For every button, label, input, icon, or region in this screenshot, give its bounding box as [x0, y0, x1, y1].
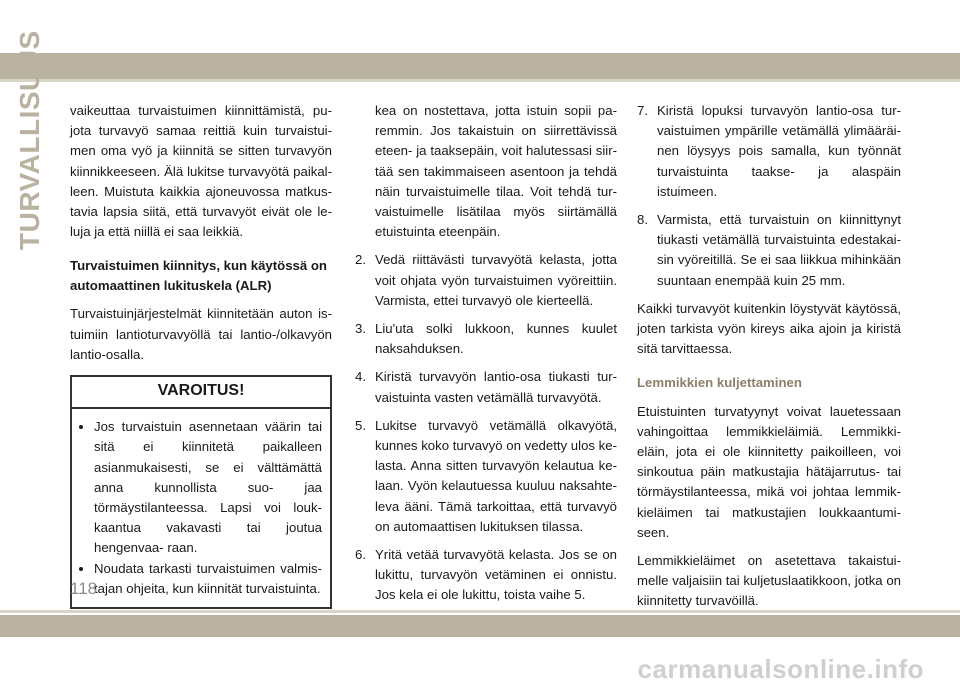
pets-heading: Lemmikkien kuljettaminen	[637, 375, 802, 391]
step-item	[355, 250, 617, 311]
step-text: Vedä riittävästi turvavyötä kelasta, jotta voit ohjata vyön turvaistuimen vyöreittiin. Varmista, ettei turvavyö ole kierteellä.	[375, 252, 617, 308]
top-band	[0, 0, 960, 78]
step-text: Liu'uta solki lukkoon, kunnes kuulet naksahduksen.	[375, 321, 617, 357]
pets-paragraph: Etuistuinten turvatyynyt voivat lauetessaan vahingoittaa lemmikkieläimiä. Lemmikki- eläin, jota ei ole kiinnitetty paikoilleen, voi sinkoutua päin matkustajia hätäjarrutus- tai törmäystilanteessa, mikä voi johtaa lemmik- kieläimen tai matkustajien loukkaantumi- seen.	[637, 403, 901, 540]
column-1	[70, 101, 332, 686]
intro-paragraph: vaikeuttaa turvaistuimen kiinnittämistä, pu- jota turvavyö samaa reittiä kuin turvaistui- men oma vyö ja kiinnitä se sitten turvavyön kiinnikkeeseen. Älä lukitse turvavyötä paikal- leen. Muistuta kaikkia ajoneuvossa matkus- tavia lapsia siitä, että turvavyöt eivät ole le- luja ja että niillä ei saa leikkiä.	[70, 103, 332, 240]
step-text: Lukitse turvavyö vetämällä olkavyötä, kunnes koko turvavyö on vedetty ulos ke- lasta. Anna sitten turvavyön kelautua ke- laan. Vyön kelautuessa kuuluu naksahte- leva ääni. Tämä tarkoittaa, että turvavyö on automaattisen lukituksen tilassa.	[375, 417, 617, 534]
section-title-text: TURVALLISUUS	[14, 30, 45, 250]
page-number: 118	[70, 579, 98, 598]
warning-item: • Jos turvaistuin asennetaan väärin tai sitä ei kiinnitetä paikalleen asianmukaisesti, se ei välttämättä anna kunnollista suo- jaa törmäystilanteessa. Lapsi voi louk- kaantua vakavasti tai joutua hengenvaa- raan.	[94, 417, 322, 558]
top-divider	[0, 79, 960, 82]
watermark-text: carmanualsonline.info	[637, 654, 924, 684]
step-number: 7.	[637, 103, 648, 118]
bottom-band	[0, 610, 960, 684]
step-item	[355, 367, 617, 407]
belt-check-paragraph: Kaikki turvavyöt kuitenkin löystyvät käytössä, joten tarkista vyön kireys aika ajoin ja kiristä sitä tarvittaessa.	[637, 300, 901, 357]
step-number: 6.	[355, 547, 366, 563]
warning-box	[70, 375, 332, 609]
step-number: 8.	[637, 212, 648, 228]
step-item	[355, 545, 617, 606]
step-item	[637, 210, 901, 291]
step-item	[355, 416, 617, 537]
pets-paragraph-2: Lemmikkieläimet on asetettava takaistui- melle valjaisiin tai kuljetuslaatikkoon, jotka on kiinnitetty turvavöillä.	[637, 553, 901, 609]
step-continuation: kea on nostettava, jotta istuin sopii pa- remmin. Jos takaistuin on siirrettävissä eteen- ja taaksepäin, voit halutessasi siir- tää sen takimmaiseen asentoon ja tehdä näin turvaistuimelle tilaa. Voit tehdä tur- vaistuimelle lisätilaa myös siirtämällä etuistuinta eteenpäin.	[375, 103, 617, 240]
step-number: 2.	[355, 252, 366, 268]
bottom-color-bar	[0, 615, 960, 637]
step-number: 3.	[355, 321, 366, 337]
step-text: Varmista, että turvaistuin on kiinnittynyt tiukasti vetämällä turvaistuinta edestakai- sin vyöreitillä. Se ei saa liikkua mihinkään suuntaan enempää kuin 25 mm.	[657, 212, 901, 288]
step-item	[637, 101, 901, 202]
step-number: 5.	[355, 417, 366, 433]
step-number: 4.	[355, 369, 366, 385]
top-color-bar	[0, 53, 960, 79]
warning-title: VAROITUS!	[72, 377, 330, 409]
warning-item: • Noudata tarkasti turvaistuimen valmis- tajan ohjeita, kun kiinnität turvaistuinta.	[94, 559, 322, 599]
column-3	[637, 101, 901, 620]
step-item	[355, 319, 617, 359]
alr-heading: Turvaistuimen kiinnitys, kun käytössä on automaattinen lukituskela (ALR)	[70, 258, 327, 294]
alr-paragraph: Turvaistuinjärjestelmät kiinnitetään auton is- tuimiin lantioturvavyöllä tai lantio-/olkavyön lantio-osalla.	[70, 306, 332, 362]
step-text: Kiristä lopuksi turvavyön lantio-osa tur- vaistuimen ympärille vetämällä ylimääräi- nen löysyys pois samalla, kun työnnät turvaistuinta taakse- ja alaspäin istuimeen.	[657, 103, 901, 199]
column-2	[355, 101, 617, 614]
bottom-divider	[0, 610, 960, 613]
warning-list	[72, 417, 330, 599]
section-side-title	[14, 30, 66, 260]
step-text: Kiristä turvavyön lantio-osa tiukasti tur- vaistuinta vasten vetämällä turvavyötä.	[375, 369, 617, 405]
step-text: Yritä vetää turvavyötä kelasta. Jos se on lukittu, turvavyön vetäminen ei onnistu. Jos kela ei ole lukittu, toista vaihe 5.	[375, 547, 617, 603]
